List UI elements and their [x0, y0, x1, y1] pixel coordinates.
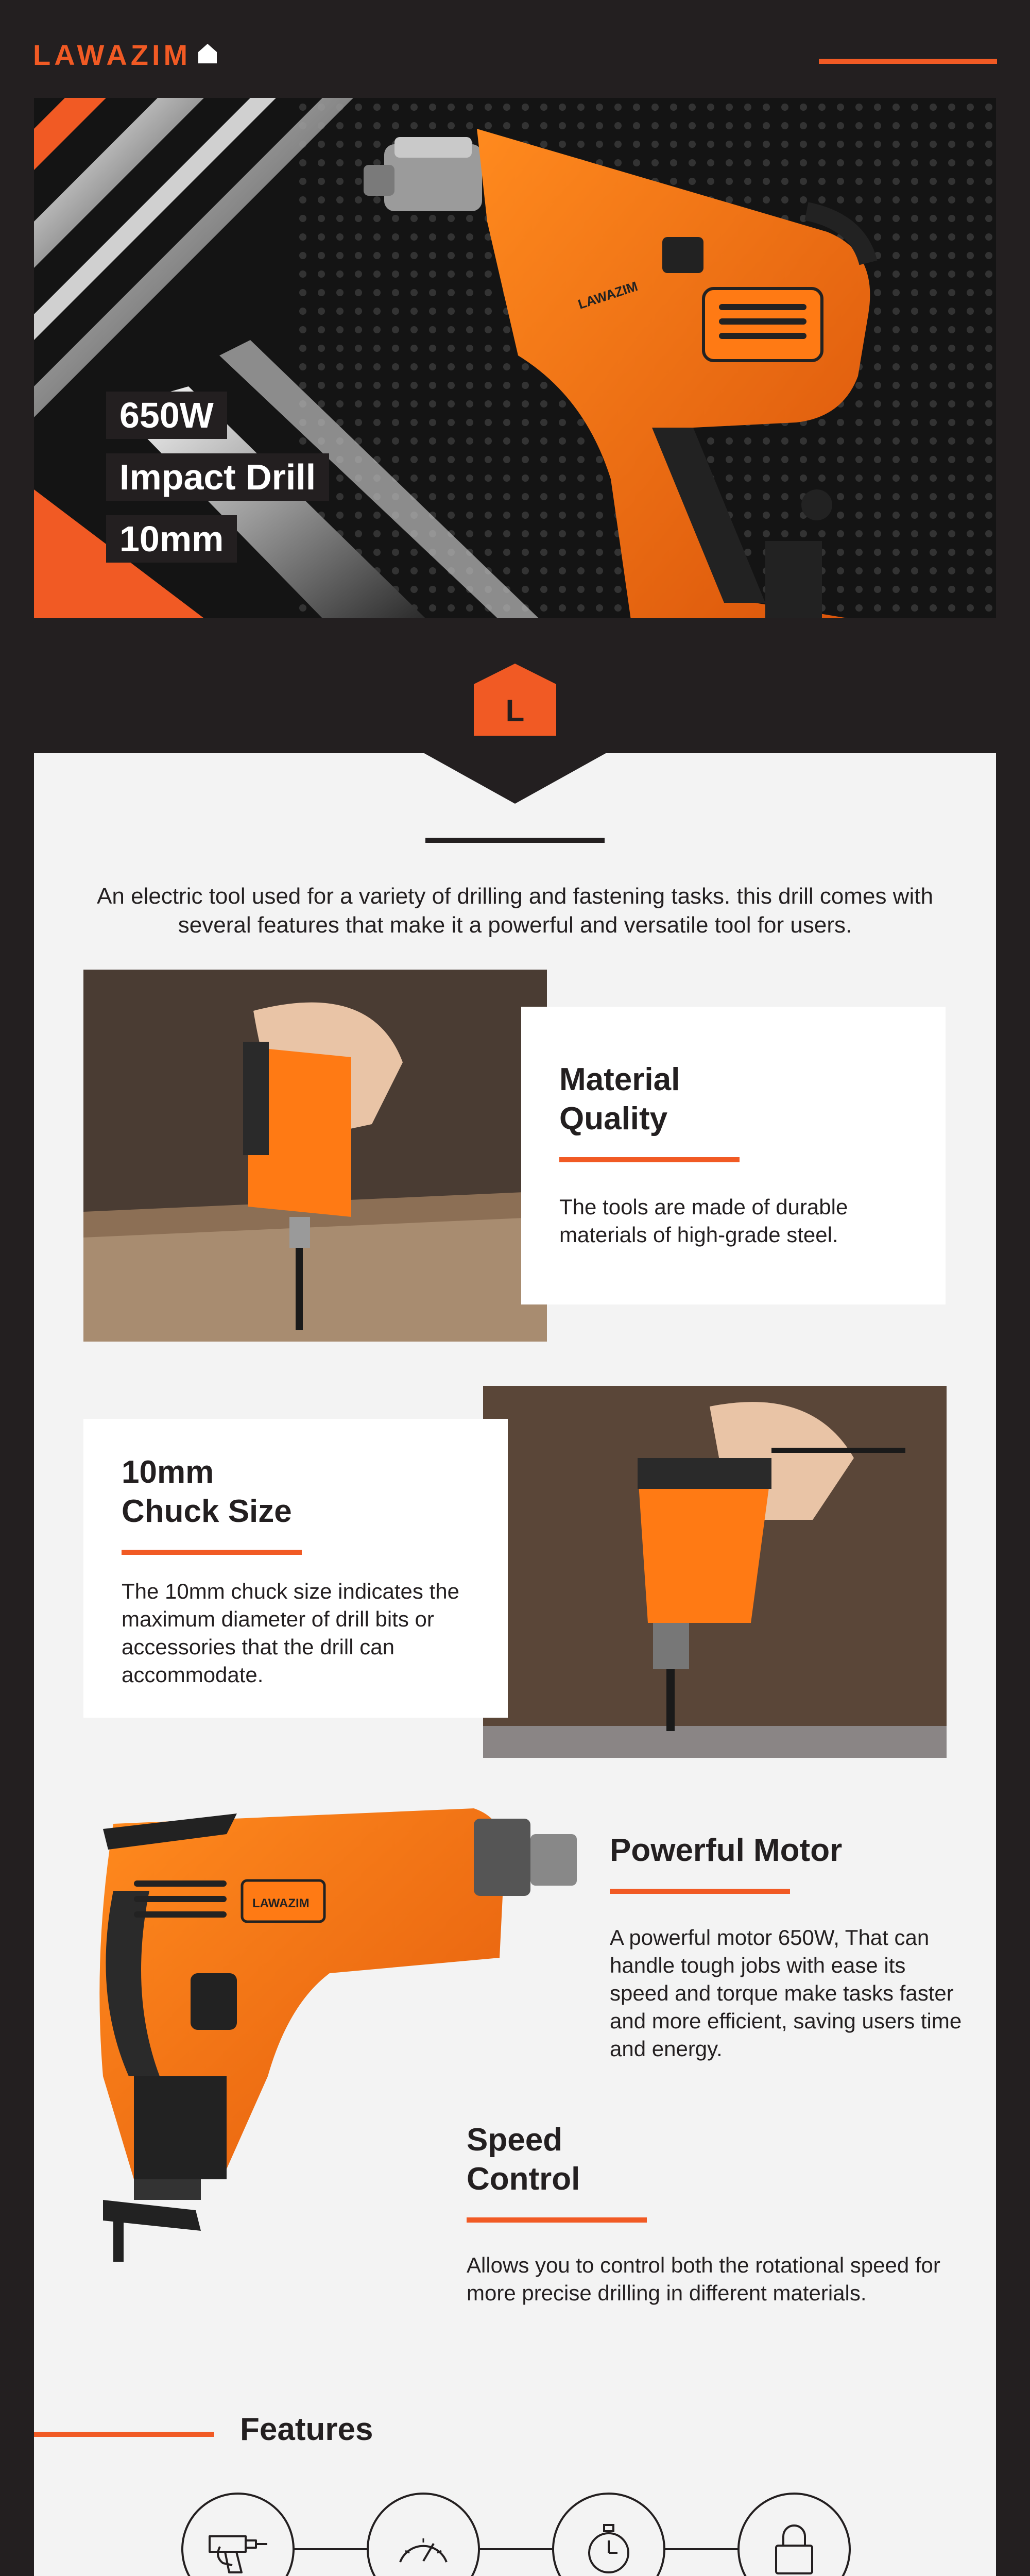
motor-rule [610, 1889, 790, 1894]
intro-divider [425, 838, 605, 843]
features-title: Features [240, 2412, 373, 2447]
photo-drill-closeup [483, 1386, 947, 1758]
features-connector-line [238, 2548, 804, 2550]
hero-label-size: 10mm [106, 515, 237, 563]
header-accent-line [819, 59, 997, 64]
brand-badge-icon [474, 664, 556, 736]
brand-logo [33, 34, 219, 75]
chuck-title-line2: Chuck Size [122, 1494, 292, 1529]
badge-letter: L [505, 693, 525, 728]
chuck-rule [122, 1550, 302, 1555]
motor-body: A powerful motor 650W, That can handle tough jobs with ease its speed and torque make tasks faster and more efficient, saving users time and energy. [610, 1925, 962, 2061]
lock-icon [761, 2516, 828, 2576]
drill-side-view-image [72, 1788, 597, 2272]
svg-text:LAWAZIM: LAWAZIM [576, 278, 640, 312]
house-logo-icon [196, 42, 219, 64]
chuck-body: The 10mm chuck size indicates the maximum diameter of drill bits or accessories that the drill can accommodate. [122, 1579, 459, 1687]
svg-text:LAWAZIM: LAWAZIM [252, 1896, 310, 1910]
stopwatch-icon [575, 2516, 642, 2576]
speed-title-line1: Speed [467, 2122, 563, 2158]
hero-label-power: 650W [106, 392, 227, 439]
hero-banner [34, 98, 996, 618]
material-title-line2: Quality [559, 1101, 668, 1137]
panel-notch [422, 752, 608, 804]
gauge-icon [390, 2516, 457, 2576]
features-accent-line [34, 2432, 214, 2437]
speed-body: Allows you to control both the rotational speed for more precise drilling in different materials. [467, 2253, 940, 2305]
brand-name: LAWAZIM [33, 38, 192, 71]
photo-drilling-wood [83, 970, 547, 1342]
chuck-title-line1: 10mm [122, 1454, 214, 1490]
hero-label-product: Impact Drill [106, 453, 329, 501]
material-rule [559, 1157, 740, 1162]
motor-title: Powerful Motor [610, 1833, 843, 1868]
drill-hand-icon [204, 2516, 271, 2576]
card-chuck-size [83, 1419, 508, 1718]
intro-text: An electric tool used for a variety of drilling and fastening tasks. this drill comes with several features that make it a powerful and versatile tool for users. [97, 884, 933, 938]
material-title-line1: Material [559, 1062, 680, 1097]
speed-rule [467, 2217, 647, 2223]
card-material-quality [521, 1007, 946, 1304]
material-body: The tools are made of durable materials of high-grade steel. [559, 1195, 848, 1247]
speed-title-line2: Control [467, 2161, 580, 2197]
